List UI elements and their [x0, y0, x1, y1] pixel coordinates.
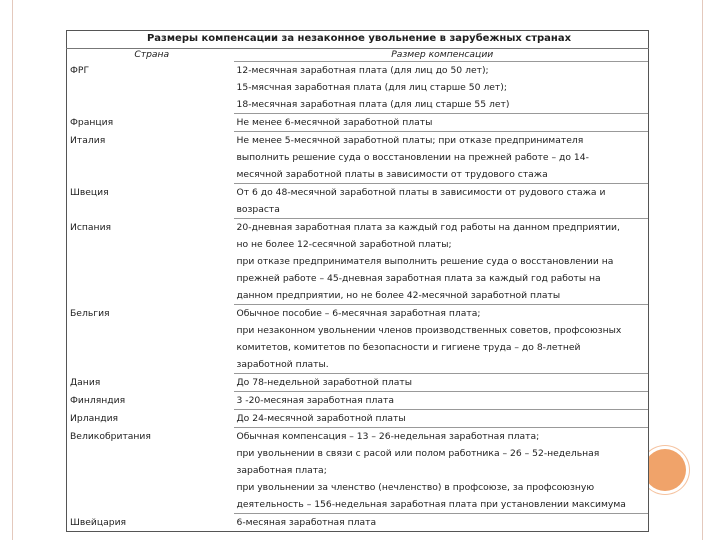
country-cell: Испания — [67, 219, 234, 305]
compensation-cell — [234, 305, 649, 374]
header-compensation: Размер компенсации — [234, 49, 649, 62]
compensation-line: 20-дневная заработная плата за каждый год работы на данном предприятии, — [236, 222, 620, 233]
header-row — [67, 49, 649, 62]
compensation-line: месячной заработной платы в зависимости от трудового стажа — [236, 169, 548, 180]
table-row — [67, 305, 649, 374]
country-cell: Италия — [67, 132, 234, 184]
compensation-line: До 24-месячной заработной платы — [236, 413, 406, 424]
compensation-cell — [234, 62, 649, 114]
table-row — [67, 114, 649, 132]
country-cell: Швейцария — [67, 514, 234, 532]
table-row — [67, 392, 649, 410]
compensation-line: До 78-недельной заработной платы — [236, 377, 412, 388]
table-row — [67, 132, 649, 184]
compensation-line: заработной платы. — [236, 359, 329, 370]
compensation-cell — [234, 114, 649, 132]
country-cell: Швеция — [67, 184, 234, 219]
compensation-line: Обычная компенсация – 13 – 26-недельная заработная плата; — [236, 431, 540, 442]
country-cell: Дания — [67, 374, 234, 392]
table-row — [67, 410, 649, 428]
table-title: Размеры компенсации за незаконное увольнение в зарубежных странах — [67, 31, 649, 49]
table-row — [67, 514, 649, 532]
compensation-line: прежней работе – 45-дневная заработная плата за каждый год работы на — [236, 273, 601, 284]
table-row — [67, 184, 649, 219]
compensation-cell — [234, 392, 649, 410]
table-title-row — [67, 31, 649, 49]
compensation-line: при увольнении за членство (нечленство) в профсоюзе, за профсоюзную — [236, 482, 595, 493]
compensation-line: деятельность – 156-недельная заработная плата при установлении максимума — [236, 499, 626, 510]
country-cell: Франция — [67, 114, 234, 132]
compensation-line: 12-месячная заработная плата (для лиц до 50 лет); — [236, 65, 489, 76]
compensation-table — [66, 30, 649, 532]
compensation-line: От 6 до 48-месячной заработной платы в зависимости от рудового стажа и — [236, 187, 606, 198]
country-cell: Финляндия — [67, 392, 234, 410]
compensation-line: 6-месяная заработная плата — [236, 517, 377, 528]
compensation-line: 15-мясчная заработная плата (для лиц старше 50 лет); — [236, 82, 507, 93]
compensation-cell — [234, 514, 649, 532]
compensation-line: Обычное пособие – 6-месячная заработная плата; — [236, 308, 481, 319]
compensation-line: комитетов, комитетов по безопасности и гигиене труда – до 8-летней — [236, 342, 581, 353]
table-row — [67, 374, 649, 392]
compensation-line: при отказе предпринимателя выполнить решение суда о восстановлении на — [236, 256, 614, 267]
compensation-cell — [234, 410, 649, 428]
compensation-line: 3 -20-месяная заработная плата — [236, 395, 395, 406]
compensation-cell — [234, 374, 649, 392]
compensation-line: при увольнении в связи с расой или полом работника – 26 – 52-недельная — [236, 448, 600, 459]
table-row — [67, 62, 649, 114]
country-cell: Великобритания — [67, 428, 234, 514]
compensation-line: при незаконном увольнении членов производственных советов, профсоюзных — [236, 325, 622, 336]
compensation-line: Не менее 5-месячной заработной платы; при отказе предпринимателя — [236, 135, 584, 146]
country-cell: ФРГ — [67, 62, 234, 114]
compensation-line: возраста — [236, 204, 280, 215]
compensation-line: Не менее 6-месячной заработной платы — [236, 117, 433, 128]
compensation-line: данном предприятии, но не более 42-месячной заработной платы — [236, 290, 561, 301]
compensation-cell — [234, 132, 649, 184]
table-row — [67, 219, 649, 305]
table-row — [67, 428, 649, 514]
compensation-cell — [234, 428, 649, 514]
compensation-cell — [234, 219, 649, 305]
decorative-circle — [644, 449, 686, 491]
country-cell: Ирландия — [67, 410, 234, 428]
compensation-line: 18-месячная заработная плата (для лиц старше 55 лет) — [236, 99, 510, 110]
compensation-line: но не более 12-сесячной заработной платы; — [236, 239, 452, 250]
country-cell: Бельгия — [67, 305, 234, 374]
header-country: Страна — [67, 49, 234, 62]
compensation-cell — [234, 184, 649, 219]
compensation-line: заработная плата; — [236, 465, 327, 476]
compensation-line: выполнить решение суда о восстановлении на прежней работе – до 14- — [236, 152, 589, 163]
